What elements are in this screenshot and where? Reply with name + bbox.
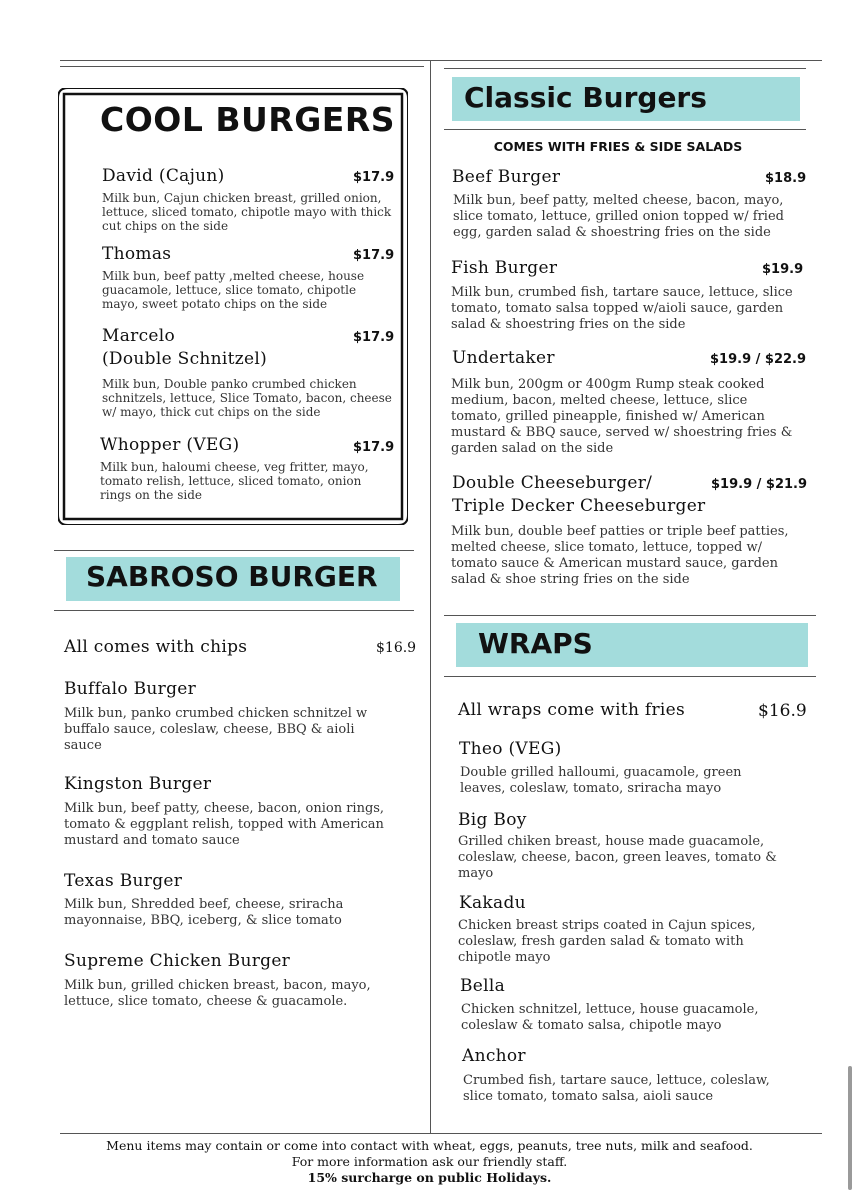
footer-staff-note: For more information ask our friendly staff. (291, 1154, 568, 1169)
top-rule (60, 60, 822, 61)
wraps-note: All wraps come with fries (458, 700, 686, 720)
wraps-title: WRAPS (478, 627, 593, 660)
sabroso-item-name: Texas Burger (64, 871, 183, 891)
wraps-item-name: Anchor (462, 1046, 526, 1066)
cool-item-name: David (Cajun) (102, 166, 225, 186)
cool-item-name: Marcelo (Double Schnitzel) (102, 326, 268, 369)
sabroso-item-desc: Milk bun, panko crumbed chicken schnitzel w buffalo sauce, coleslaw, cheese, BBQ & aioli sauce (64, 706, 368, 753)
sabroso-price: $16.9 (376, 640, 417, 656)
wraps-item-desc: Chicken schnitzel, lettuce, house guacamole, coleslaw & tomato salsa, chipotle mayo (461, 1002, 759, 1033)
wraps-item-name: Theo (VEG) (459, 739, 562, 759)
wraps-item-desc: Double grilled halloumi, guacamole, green leaves, coleslaw, tomato, sriracha mayo (460, 765, 742, 796)
classic-bottom-rule (444, 129, 806, 130)
sabroso-item-name: Buffalo Burger (64, 679, 197, 699)
cool-item-price: $17.9 (353, 440, 395, 455)
sabroso-item-desc: Milk bun, Shredded beef, cheese, sriracha mayonnaise, BBQ, iceberg, & slice tomato (64, 897, 344, 928)
classic-item-name: Beef Burger (452, 167, 561, 187)
sabroso-item-desc: Milk bun, beef patty, cheese, bacon, onion rings, tomato & eggplant relish, topped with American mustard and tomato sauce (64, 801, 385, 848)
sabroso-item-name: Supreme Chicken Burger (64, 951, 291, 971)
classic-item-desc: Milk bun, 200gm or 400gm Rump steak cooked medium, bacon, melted cheese, lettuce, slice tomato, grilled pineapple, finished w/ American mustard & BBQ sauce, served w/ shoestring fries & garden salad on the side (451, 377, 793, 456)
column-divider (430, 60, 431, 1134)
sabroso-item-desc: Milk bun, grilled chicken breast, bacon, mayo, lettuce, slice tomato, cheese & guacamole. (64, 978, 371, 1009)
cool-item-price: $17.9 (353, 330, 395, 345)
classic-item-price: $19.9 (762, 262, 804, 277)
classic-top-rule (444, 68, 806, 69)
cool-item-desc: Milk bun, Double panko crumbed chicken schnitzels, lettuce, Slice Tomato, bacon, cheese w/ mayo, thick cut chips on the side (102, 377, 392, 419)
cool-item-price: $17.9 (353, 248, 395, 263)
cool-item-name: Thomas (102, 244, 172, 264)
wraps-item-desc: Grilled chiken breast, house made guacamole, coleslaw, cheese, bacon, green leaves, tomato & mayo (458, 834, 777, 881)
classic-item-name: Undertaker (452, 348, 555, 368)
footer-allergen-note: Menu items may contain or come into contact with wheat, eggs, peanuts, tree nuts, milk and seafood. (106, 1138, 753, 1153)
cool-burgers-title: COOL BURGERS (100, 100, 396, 139)
sabroso-item-name: Kingston Burger (64, 774, 212, 794)
classic-item-name: Double Cheeseburger/ Triple Decker Cheeseburger (452, 473, 706, 516)
wraps-item-desc: Crumbed fish, tartare sauce, lettuce, coleslaw, slice tomato, tomato salsa, aioli sauce (463, 1073, 770, 1104)
classic-title: Classic Burgers (464, 81, 707, 114)
cool-item-desc: Milk bun, beef patty ,melted cheese, house guacamole, lettuce, slice tomato, chipotle mayo, sweet potato chips on the side (102, 269, 365, 311)
classic-item-price: $19.9 / $21.9 (711, 477, 808, 492)
cool-item-name: Whopper (VEG) (100, 435, 240, 455)
cool-item-desc: Milk bun, Cajun chicken breast, grilled onion, lettuce, sliced tomato, chipotle mayo with thick cut chips on the side (102, 191, 392, 233)
classic-item-desc: Milk bun, crumbed fish, tartare sauce, lettuce, slice tomato, tomato salsa topped w/aioli sauce, garden salad & shoestring fries on the side (451, 285, 793, 332)
wraps-price: $16.9 (758, 701, 807, 721)
wraps-bottom-rule (444, 676, 816, 677)
classic-item-price: $18.9 (765, 171, 807, 186)
top-rule-left (60, 66, 424, 67)
classic-item-price: $19.9 / $22.9 (710, 352, 807, 367)
classic-item-desc: Milk bun, beef patty, melted cheese, bacon, mayo, slice tomato, lettuce, grilled onion topped w/ fried egg, garden salad & shoestring fries on the side (453, 193, 784, 240)
wraps-item-desc: Chicken breast strips coated in Cajun spices, coleslaw, fresh garden salad & tomato with chipotle mayo (458, 918, 756, 965)
sabroso-note: All comes with chips (64, 637, 248, 657)
wraps-item-name: Bella (460, 976, 506, 996)
wraps-top-rule (444, 615, 816, 616)
sabroso-bottom-rule (54, 610, 414, 611)
classic-subtitle: COMES WITH FRIES & SIDE SALADS (493, 139, 743, 154)
sabroso-title: SABROSO BURGER (86, 560, 378, 593)
cool-item-desc: Milk bun, haloumi cheese, veg fritter, mayo, tomato relish, lettuce, sliced tomato, onion rings on the side (100, 460, 369, 502)
sabroso-top-rule (54, 550, 414, 551)
classic-item-name: Fish Burger (451, 258, 558, 278)
wraps-item-name: Kakadu (459, 893, 526, 913)
wraps-item-name: Big Boy (458, 810, 527, 830)
scrollbar[interactable] (848, 1066, 852, 1190)
cool-item-price: $17.9 (353, 170, 395, 185)
classic-item-desc: Milk bun, double beef patties or triple beef patties, melted cheese, slice tomato, lettuce, topped w/ tomato sauce & American mustard sauce, garden salad & shoe string fries on the side (451, 524, 789, 587)
footer-surcharge-note: 15% surcharge on public Holidays. (307, 1170, 552, 1185)
footer-rule (60, 1133, 822, 1134)
